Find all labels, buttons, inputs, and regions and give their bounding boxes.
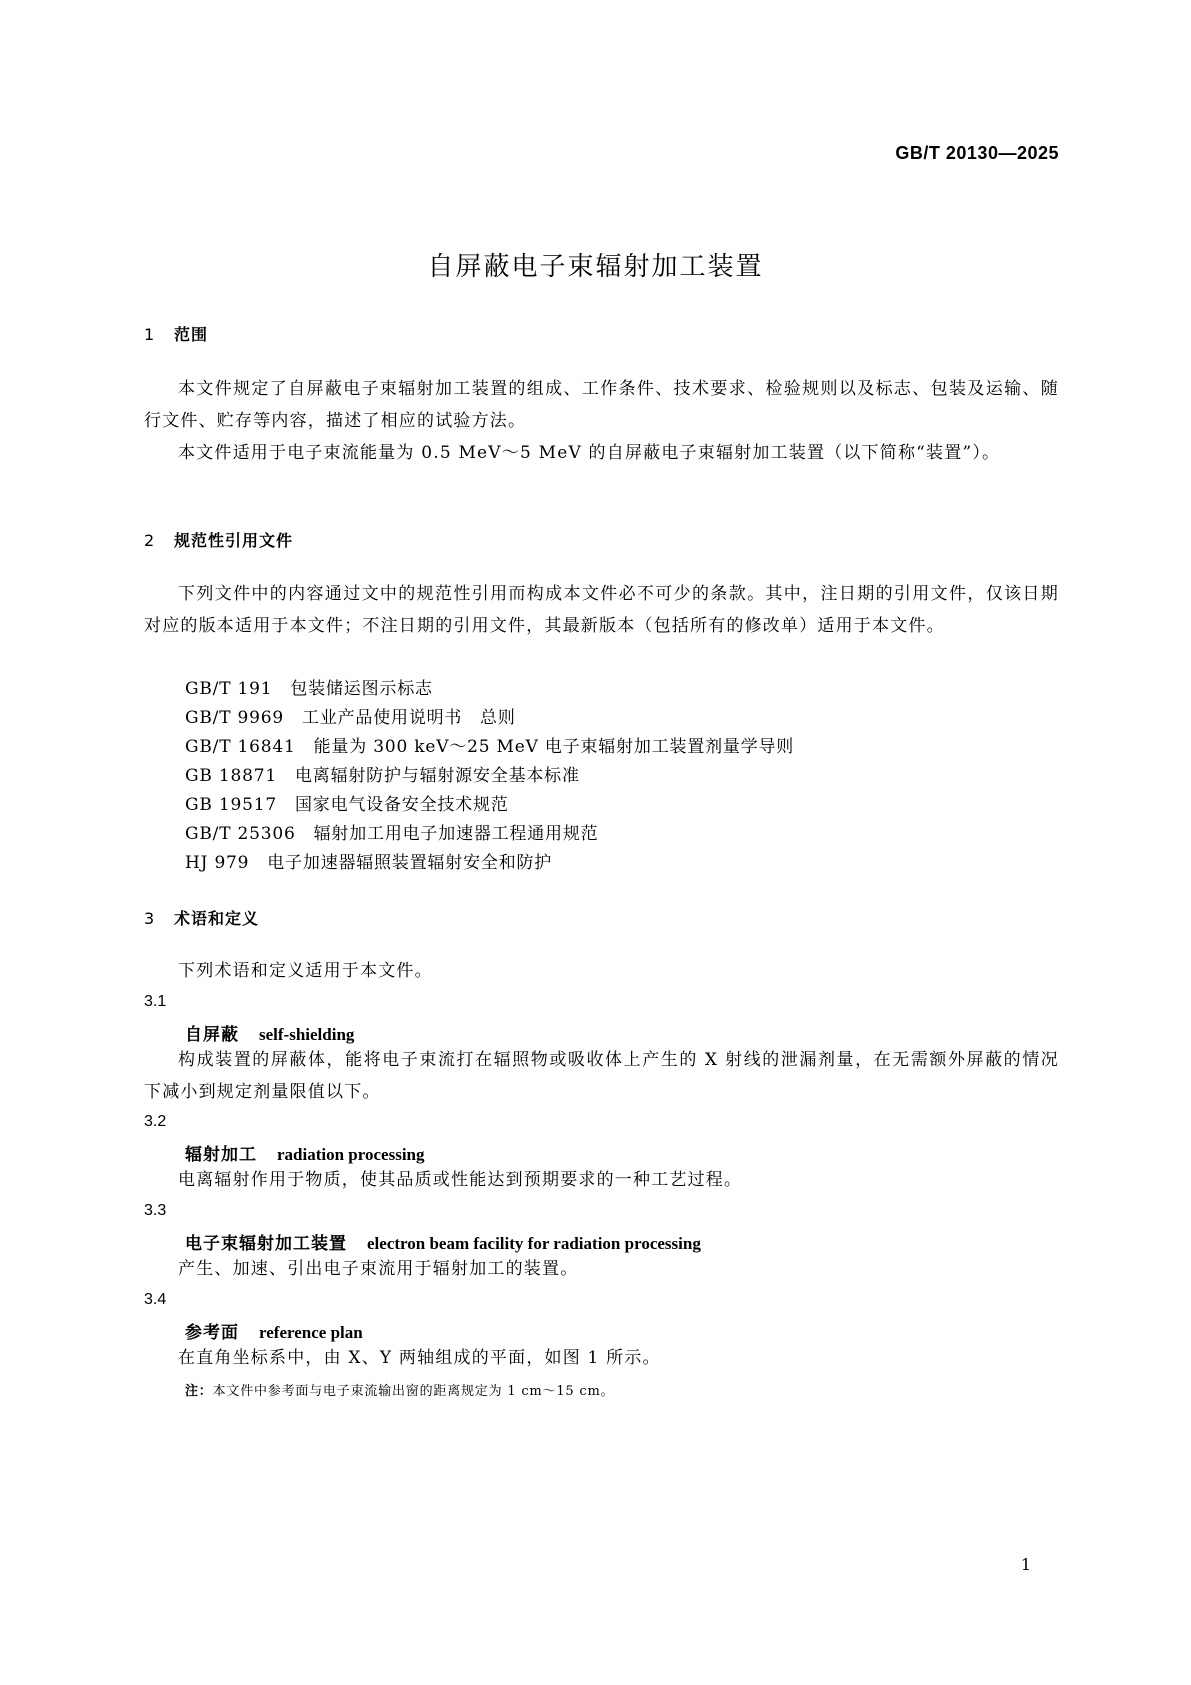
- reference-title: 包装储运图示标志: [290, 679, 433, 699]
- term-entry: [185, 1318, 363, 1343]
- page-number: 1: [1020, 1555, 1031, 1574]
- note-label: 注：: [185, 1384, 213, 1399]
- reference-code: GB/T 191: [185, 679, 273, 699]
- clause-number: 3.4: [144, 1291, 167, 1308]
- reference-title: 国家电气设备安全技术规范: [294, 795, 509, 815]
- clause-number: 3.1: [144, 993, 167, 1010]
- paragraph: 下列术语和定义适用于本文件。: [178, 961, 433, 981]
- reference-code: GB 18871: [185, 766, 277, 786]
- term-entry: [185, 1140, 425, 1165]
- term-entry: [185, 1229, 701, 1254]
- reference-code: GB 19517: [185, 795, 277, 815]
- paragraph: 下列文件中的内容通过文中的规范性引用而构成本文件必不可少的条款。其中，注日期的引用文件，仅该日期对应的版本适用于本文件；不注日期的引用文件，其最新版本（包括所有的修改单）适用于本文件。: [144, 584, 1059, 636]
- reference-item: [185, 761, 580, 786]
- section-title: 术语和定义: [174, 909, 260, 928]
- reference-title: 辐射加工用电子加速器工程通用规范: [313, 824, 599, 844]
- section-title: 规范性引用文件: [174, 531, 294, 550]
- note-text: 本文件中参考面与电子束流输出窗的距离规定为 1 cm～15 cm。: [212, 1384, 615, 1399]
- standard-code: GB/T 20130—2025: [895, 143, 1059, 163]
- term-en: reference plan: [259, 1323, 363, 1342]
- reference-item: [185, 732, 794, 757]
- paragraph: 本文件规定了自屏蔽电子束辐射加工装置的组成、工作条件、技术要求、检验规则以及标志、包装及运输、随行文件、贮存等内容，描述了相应的试验方法。: [144, 379, 1059, 431]
- term-en: radiation processing: [277, 1145, 425, 1164]
- reference-item: [185, 790, 509, 815]
- reference-item: [185, 819, 598, 844]
- reference-item: [185, 674, 433, 699]
- term-definition: 产生、加速、引出电子束流用于辐射加工的装置。: [178, 1259, 579, 1279]
- section-number: 1: [144, 325, 156, 344]
- reference-title: 能量为 300 keV～25 MeV 电子束辐射加工装置剂量学导则: [313, 737, 795, 757]
- section-number: 3: [144, 909, 156, 928]
- document-title: 自屏蔽电子束辐射加工装置: [427, 252, 764, 282]
- term-entry: [185, 1020, 354, 1045]
- section-3-heading: [144, 906, 259, 929]
- reference-title: 工业产品使用说明书 总则: [302, 708, 516, 728]
- paragraph: 本文件适用于电子束流能量为 0.5 MeV～5 MeV 的自屏蔽电子束辐射加工装置（以下简称“装置”）。: [178, 443, 1001, 463]
- reference-code: GB/T 25306: [185, 824, 296, 844]
- term-en: electron beam facility for radiation processing: [367, 1234, 701, 1253]
- reference-code: HJ 979: [185, 853, 250, 873]
- reference-item: [185, 703, 516, 728]
- reference-item: [185, 848, 552, 873]
- clause-number: 3.2: [144, 1113, 167, 1130]
- term-zh: 参考面: [185, 1323, 239, 1343]
- reference-title: 电子加速器辐照装置辐射安全和防护: [267, 853, 553, 873]
- note: [185, 1380, 614, 1399]
- term-definition: 构成装置的屏蔽体，能将电子束流打在辐照物或吸收体上产生的 X 射线的泄漏剂量，在无需额外屏蔽的情况下减小到规定剂量限值以下。: [144, 1050, 1059, 1102]
- section-title: 范围: [174, 325, 209, 344]
- term-definition: 在直角坐标系中，由 X、Y 两轴组成的平面，如图 1 所示。: [178, 1348, 661, 1368]
- section-1-heading: [144, 322, 208, 345]
- term-en: self-shielding: [259, 1025, 355, 1044]
- reference-code: GB/T 9969: [185, 708, 285, 728]
- section-number: 2: [144, 531, 156, 550]
- reference-code: GB/T 16841: [185, 737, 296, 757]
- reference-title: 电离辐射防护与辐射源安全基本标准: [294, 766, 580, 786]
- clause-number: 3.3: [144, 1202, 167, 1219]
- term-zh: 电子束辐射加工装置: [185, 1234, 347, 1254]
- term-zh: 辐射加工: [185, 1145, 257, 1165]
- term-zh: 自屏蔽: [185, 1025, 239, 1045]
- term-definition: 电离辐射作用于物质，使其品质或性能达到预期要求的一种工艺过程。: [178, 1170, 743, 1190]
- section-2-heading: [144, 528, 293, 551]
